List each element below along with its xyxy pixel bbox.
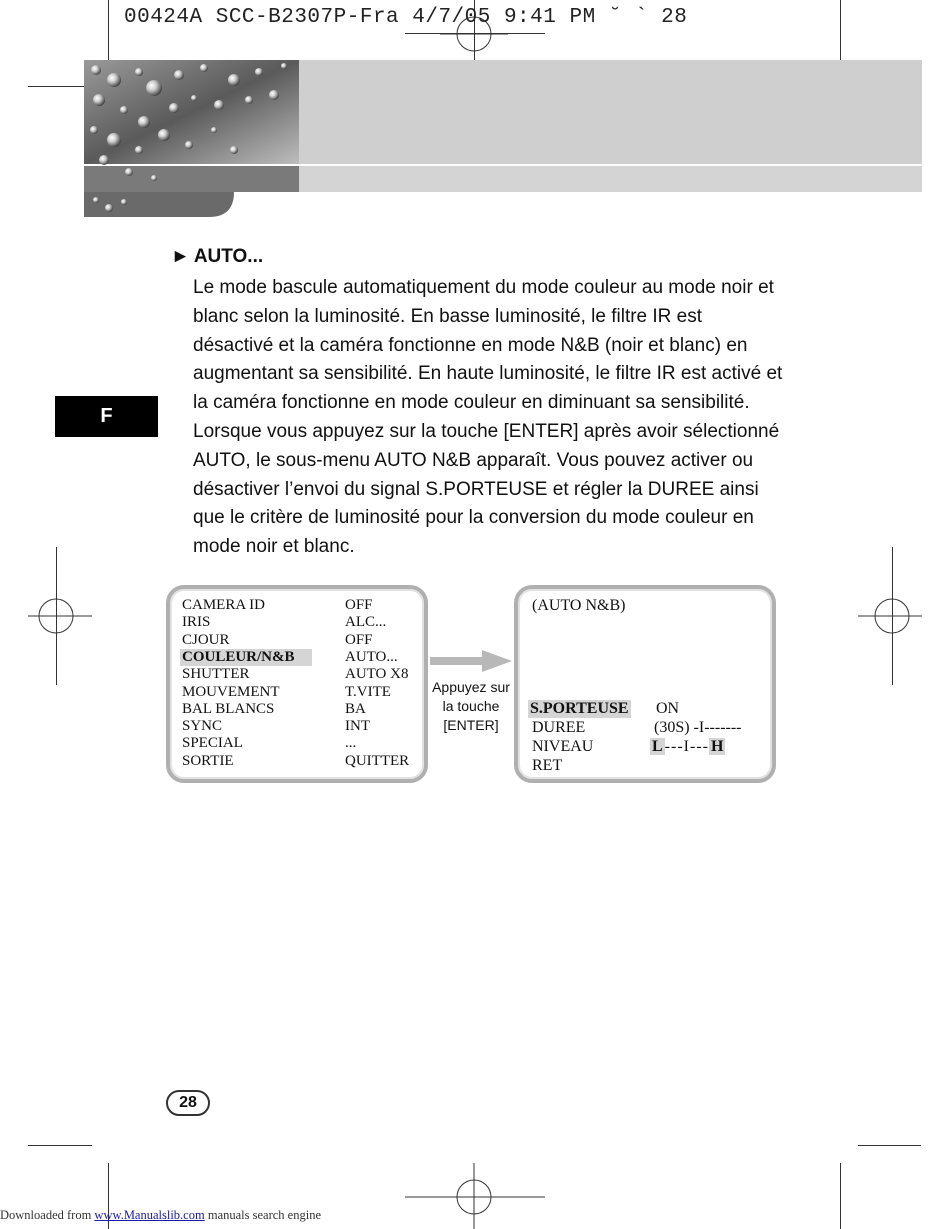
menu-item-label: BAL BLANCS: [182, 700, 275, 717]
menu-item-value: INT: [345, 718, 370, 735]
crop-mark: [28, 86, 84, 87]
menu-item-label: SPECIAL: [182, 735, 243, 752]
header-underline: [405, 33, 545, 34]
crop-mark: [840, 1163, 841, 1229]
menu-item-value: AUTO X8: [345, 666, 409, 683]
water-drops-image: [84, 60, 299, 217]
menu-item-value: ...: [345, 735, 357, 752]
menu-item-value: QUITTER: [345, 752, 410, 769]
submenu-item-value: ON: [656, 700, 680, 717]
menu-item-label: COULEUR/N&B: [180, 649, 312, 666]
crop-mark: [28, 1145, 92, 1146]
menu-item-value: BA: [345, 700, 366, 717]
submenu-title: (AUTO N&B): [532, 597, 626, 614]
registration-target-left: [28, 590, 92, 646]
download-footer: [0, 1208, 321, 1223]
arrow-caption-line: la touche: [442, 698, 500, 714]
menu-item-label: SORTIE: [182, 752, 234, 769]
submenu-item-value: (30S) -I-------: [654, 719, 742, 736]
menu-item-value: AUTO...: [345, 648, 398, 665]
menu-item-value: OFF: [345, 631, 373, 648]
menu-item-label: CAMERA ID: [182, 597, 265, 613]
arrow-caption: [428, 678, 514, 735]
level-track: ---I---: [664, 738, 709, 755]
section-heading: [171, 246, 263, 268]
menu-item-label: MOUVEMENT: [182, 683, 280, 700]
registration-target-bottom: [405, 1163, 545, 1229]
menu-item-label: SHUTTER: [182, 666, 250, 683]
submenu-item-label: NIVEAU: [532, 738, 594, 755]
main-menu-screen: [166, 585, 428, 783]
menu-item-label: CJOUR: [182, 631, 230, 648]
language-tab: F: [55, 396, 158, 437]
menu-item-value: ALC...: [345, 614, 387, 631]
submenu-item-label: DUREE: [532, 719, 586, 736]
footer-prefix: Downloaded from: [0, 1208, 95, 1222]
print-header-code: 00424A SCC-B2307P-Fra 4/7/05 9:41 PM ˘ ` 28: [124, 6, 688, 29]
submenu-item-label: S.PORTEUSE: [530, 700, 629, 717]
footer-suffix: manuals search engine: [204, 1208, 321, 1222]
page-number: 28: [166, 1090, 210, 1116]
menu-item-value: T.VITE: [345, 683, 391, 700]
triangle-bullet-icon: ►: [171, 246, 190, 267]
submenu-item-label: RET: [532, 757, 563, 774]
menu-item-value: OFF: [345, 597, 373, 613]
arrow-caption-line: Appuyez sur: [432, 679, 510, 695]
section-body: [193, 274, 783, 562]
crop-mark: [858, 1145, 921, 1146]
section-title: AUTO...: [193, 246, 264, 267]
level-scale: [650, 738, 725, 756]
level-high-marker: H: [710, 738, 724, 755]
menu-item-label: SYNC: [182, 718, 223, 735]
registration-target-right: [858, 590, 922, 646]
arrow-caption-line: [ENTER]: [443, 717, 499, 733]
menu-item-label: IRIS: [182, 614, 211, 631]
level-low-marker: L: [652, 738, 663, 755]
body-paragraph: Lorsque vous appuyez sur la touche [ENTER] après avoir sélectionné AUTO, le sous-menu AUTO N&B apparaît. Vous pouvez activer ou désactiver l’envoi du signal S.PORTEUSE et régler la DUREE ainsi que le critère de luminosité pour la conversion du mode couleur en mode noir et blanc.: [193, 420, 780, 558]
manualslib-link[interactable]: www.Manualslib.com: [94, 1208, 205, 1222]
auto-nb-menu-screen: [514, 585, 776, 783]
right-arrow-icon: [430, 648, 516, 676]
body-paragraph: Le mode bascule automatiquement du mode couleur au mode noir et blanc selon la luminosité. En basse luminosité, le filtre IR est désactivé et la caméra fonctionne en mode N&B (noir et blanc) en augmentant sa sensibilité. En haute luminosité, le filtre IR est activé et la caméra fonctionne en mode couleur en diminuant sa sensibilité.: [193, 277, 783, 414]
